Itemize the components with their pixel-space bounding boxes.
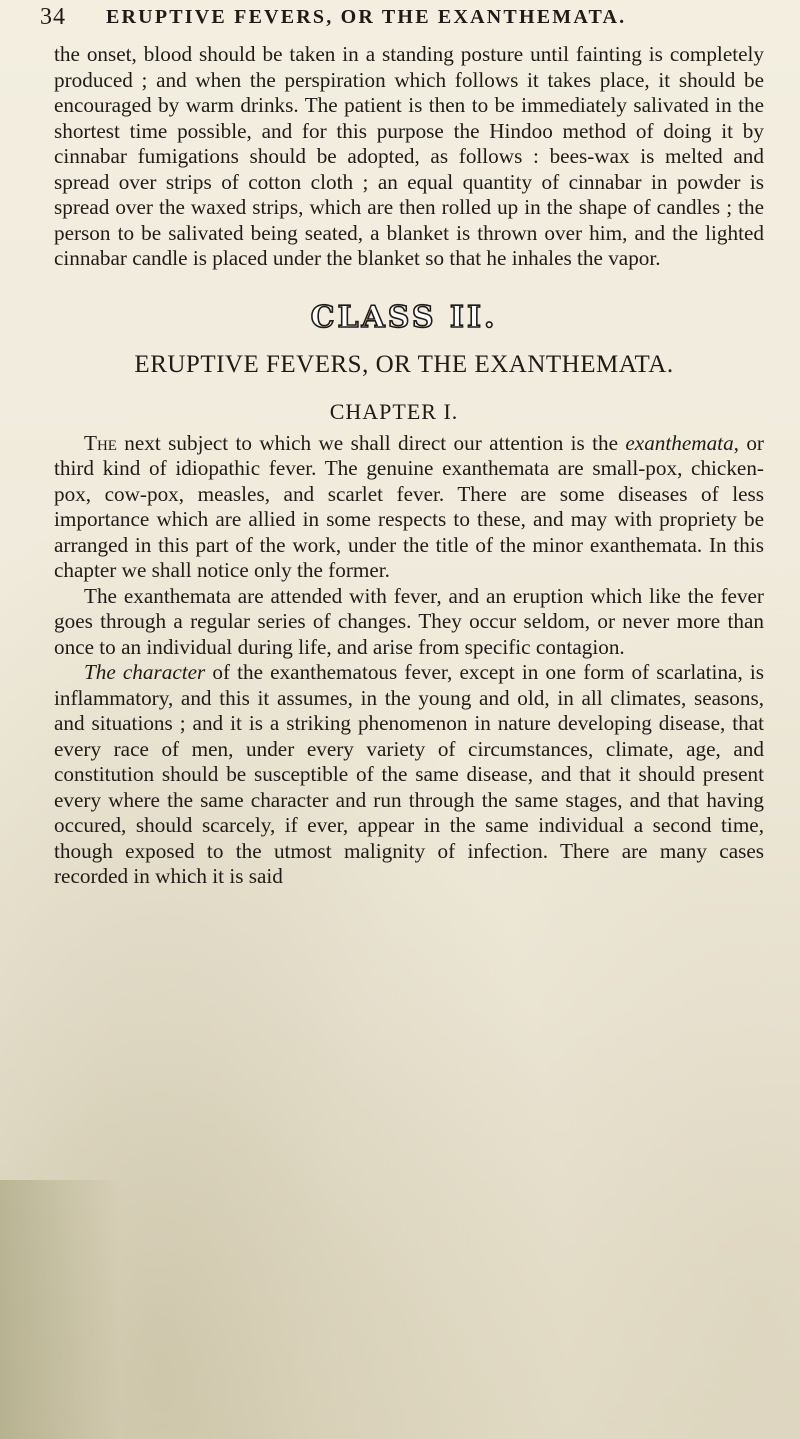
page-header (40, 4, 780, 32)
chapter-title: CHAPTER I. (329, 398, 459, 424)
paragraph-character (54, 660, 764, 890)
page-body (54, 42, 764, 890)
paragraph-eruption: The exanthemata are attended with fever, and an eruption which like the fever goes through a regular series of changes. They occur seldom, or never more than once to an individual during life, and arise from specific contagion. (54, 583, 764, 659)
paragraph-lead-word: The (84, 430, 117, 455)
paragraph-text: of the exanthematous fever, except in one form of scarlatina, is inflammatory, and this it assumes, in the young and old, in all climates, seasons, and situations ; and it is a striking phenomenon in nature developing disease, that every race of men, under every variety of circumstances, climate, age, and constitution should be susceptible of the same disease, and that it should present every where the same character and run through the same stages, and that having occured, should scarcely, if ever, appear in the same individual a second time, though exposed to the utmost malignity of infection. There are many cases recorded in which it is said (54, 660, 764, 888)
paragraph-continuation: the onset, blood should be taken in a standing posture until fainting is completely produced ; and when the perspiration which follows it takes place, it should be encouraged by warm drinks. The patient is then to be immediately salivated in the shortest time possible, and for this purpose the Hindoo method of doing it by cinnabar fumigations should be adopted, as follows : bees-wax is melted and spread over strips of cotton cloth ; an equal quantity of cinnabar in powder is spread over the waxed strips, which are then rolled up in the shape of candles ; the person to be salivated being seated, a blanket is thrown over him, and the lighted cinnabar candle is placed under the blanket so that he inhales the vapor. (54, 42, 764, 270)
paragraph-text: next subject to which we shall direct our attention is the (116, 430, 626, 455)
paragraph-intro (54, 431, 764, 584)
class-heading: CLASS II. (310, 299, 498, 335)
paragraph-text: , or third kind of idiopathic fever. The genuine exanthemata are small-pox, chicken-pox, cow-pox, measles, and scarlet fever. There are some diseases of less importance which are allied in some respects to these, and may with propriety be arranged in this part of the work, under the title of the minor exanthemata. In this chapter we shall notice only the former. (54, 430, 764, 582)
italic-lead: The character (84, 660, 206, 684)
running-head: ERUPTIVE FEVERS, OR THE EXANTHEMATA. (106, 6, 627, 28)
page-stain (0, 1180, 120, 1439)
page-number: 34 (40, 4, 66, 30)
part-title: ERUPTIVE FEVERS, OR THE EXANTHEMATA. (134, 350, 674, 378)
italic-term: exanthemata (625, 430, 734, 455)
